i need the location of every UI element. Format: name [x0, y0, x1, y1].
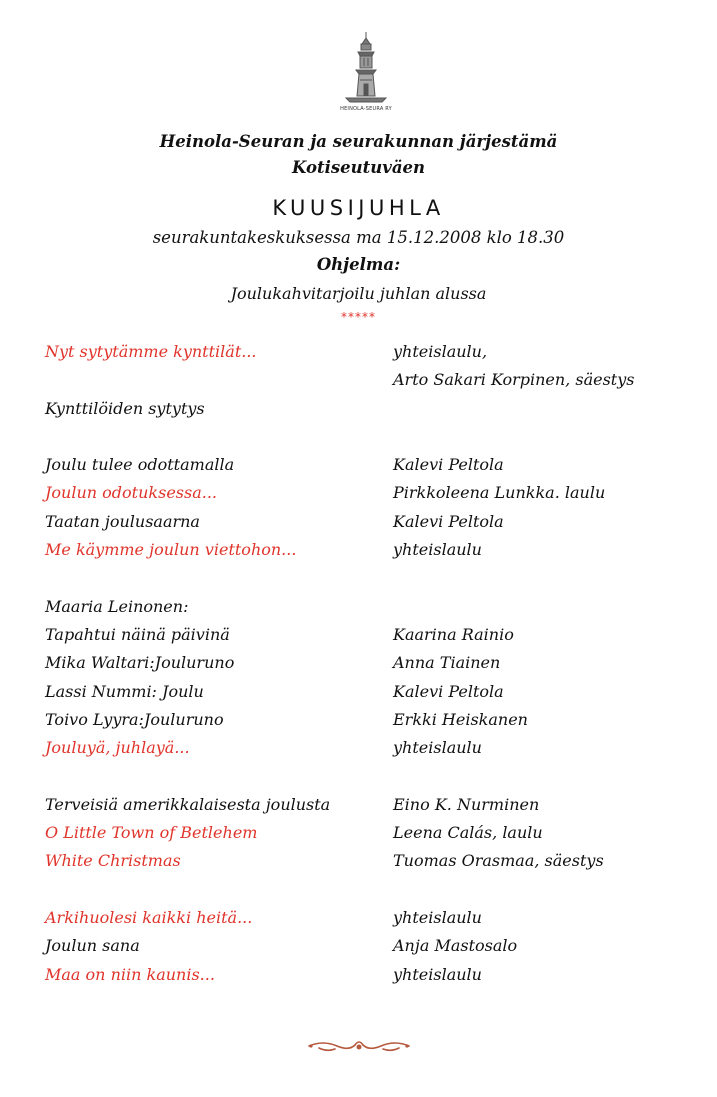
program-item: White Christmas [45, 851, 181, 871]
program-list [45, 342, 695, 993]
program-performer: Anja Mastosalo [393, 936, 518, 956]
program-performer: yhteislaulu [393, 964, 482, 984]
program-row [45, 427, 695, 455]
program-item: Mika Waltari:Jouluruno [45, 653, 235, 673]
program-row [45, 766, 695, 794]
coffee-note: Joulukahvitarjoilu juhlan alussa [230, 284, 487, 303]
program-row [45, 653, 695, 681]
program-row [45, 625, 695, 653]
program-row [45, 738, 695, 766]
heinola-seura-logo [336, 30, 396, 112]
flourish-icon [305, 1036, 413, 1056]
program-row [45, 597, 695, 625]
program-row [45, 851, 695, 879]
program-item: Arkihuolesi kaikki heitä... [45, 907, 253, 927]
program-row [45, 399, 695, 427]
program-item: Taatan joulusaarna [45, 511, 200, 531]
program-performer: yhteislaulu [393, 907, 482, 927]
program-row [45, 512, 695, 540]
program-row [45, 483, 695, 511]
program-item: Lassi Nummi: Joulu [45, 681, 204, 701]
program-item: Maaria Leinonen: [45, 596, 189, 616]
program-row [45, 908, 695, 936]
program-performer: yhteislaulu [393, 540, 482, 560]
program-row [45, 936, 695, 964]
program-performer: Erkki Heiskanen [393, 709, 528, 729]
subtitle-heading: Kotiseutuväen [291, 158, 426, 177]
program-item: Jouluyä, juhlayä... [45, 738, 190, 758]
program-label: Ohjelma: [316, 255, 401, 274]
program-performer: Pirkkoleena Lunkka. laulu [393, 483, 606, 503]
program-performer: Tuomas Orasmaa, säestys [393, 851, 604, 871]
stars-divider: ***** [341, 310, 376, 324]
program-item: O Little Town of Betlehem [45, 823, 258, 843]
program-performer: yhteislaulu, [393, 342, 488, 361]
program-performer: Kaarina Rainio [393, 624, 514, 644]
program-performer: Eino K. Nurminen [393, 794, 540, 814]
program-row [45, 342, 695, 370]
program-item: Joulun sana [45, 936, 140, 956]
program-item: Nyt sytytämme kynttilät... [45, 342, 257, 361]
program-item: Tapahtui näinä päivinä [45, 624, 230, 644]
program-performer: Leena Calás, laulu [393, 823, 543, 843]
program-row [45, 682, 695, 710]
program-item: Joulu tulee odottamalla [45, 455, 235, 475]
program-performer: Kalevi Peltola [393, 681, 504, 701]
program-performer: Anna Tiainen [393, 653, 501, 673]
program-row [45, 455, 695, 483]
event-title: KUUSIJUHLA [272, 196, 445, 220]
program-performer: Kalevi Peltola [393, 511, 504, 531]
program-row [45, 540, 695, 568]
program-row [45, 823, 695, 851]
program-performer: Arto Sakari Korpinen, säestys [393, 370, 635, 390]
venue-and-time: seurakuntakeskuksessa ma 15.12.2008 klo 18.30 [152, 228, 565, 247]
program-row [45, 880, 695, 908]
program-performer: Kalevi Peltola [393, 455, 504, 475]
watchtower-icon [336, 30, 396, 104]
organizers-heading: Heinola-Seuran ja seurakunnan järjestämä [159, 132, 558, 151]
program-row [45, 795, 695, 823]
program-item: Toivo Lyyra:Jouluruno [45, 709, 224, 729]
program-item: Kynttilöiden sytytys [45, 398, 205, 418]
logo-caption: HEINOLA-SEURA RY [340, 106, 392, 112]
program-performer: yhteislaulu [393, 738, 482, 758]
program-item: Me käymme joulun viettohon... [45, 540, 297, 560]
program-row [45, 568, 695, 596]
program-row [45, 710, 695, 738]
program-row [45, 965, 695, 993]
program-item: Terveisiä amerikkalaisesta joulusta [45, 794, 331, 814]
program-item: Joulun odotuksessa... [45, 483, 217, 503]
program-item: Maa on niin kaunis... [45, 964, 215, 984]
program-row [45, 370, 695, 398]
ornament-divider [305, 1036, 413, 1056]
